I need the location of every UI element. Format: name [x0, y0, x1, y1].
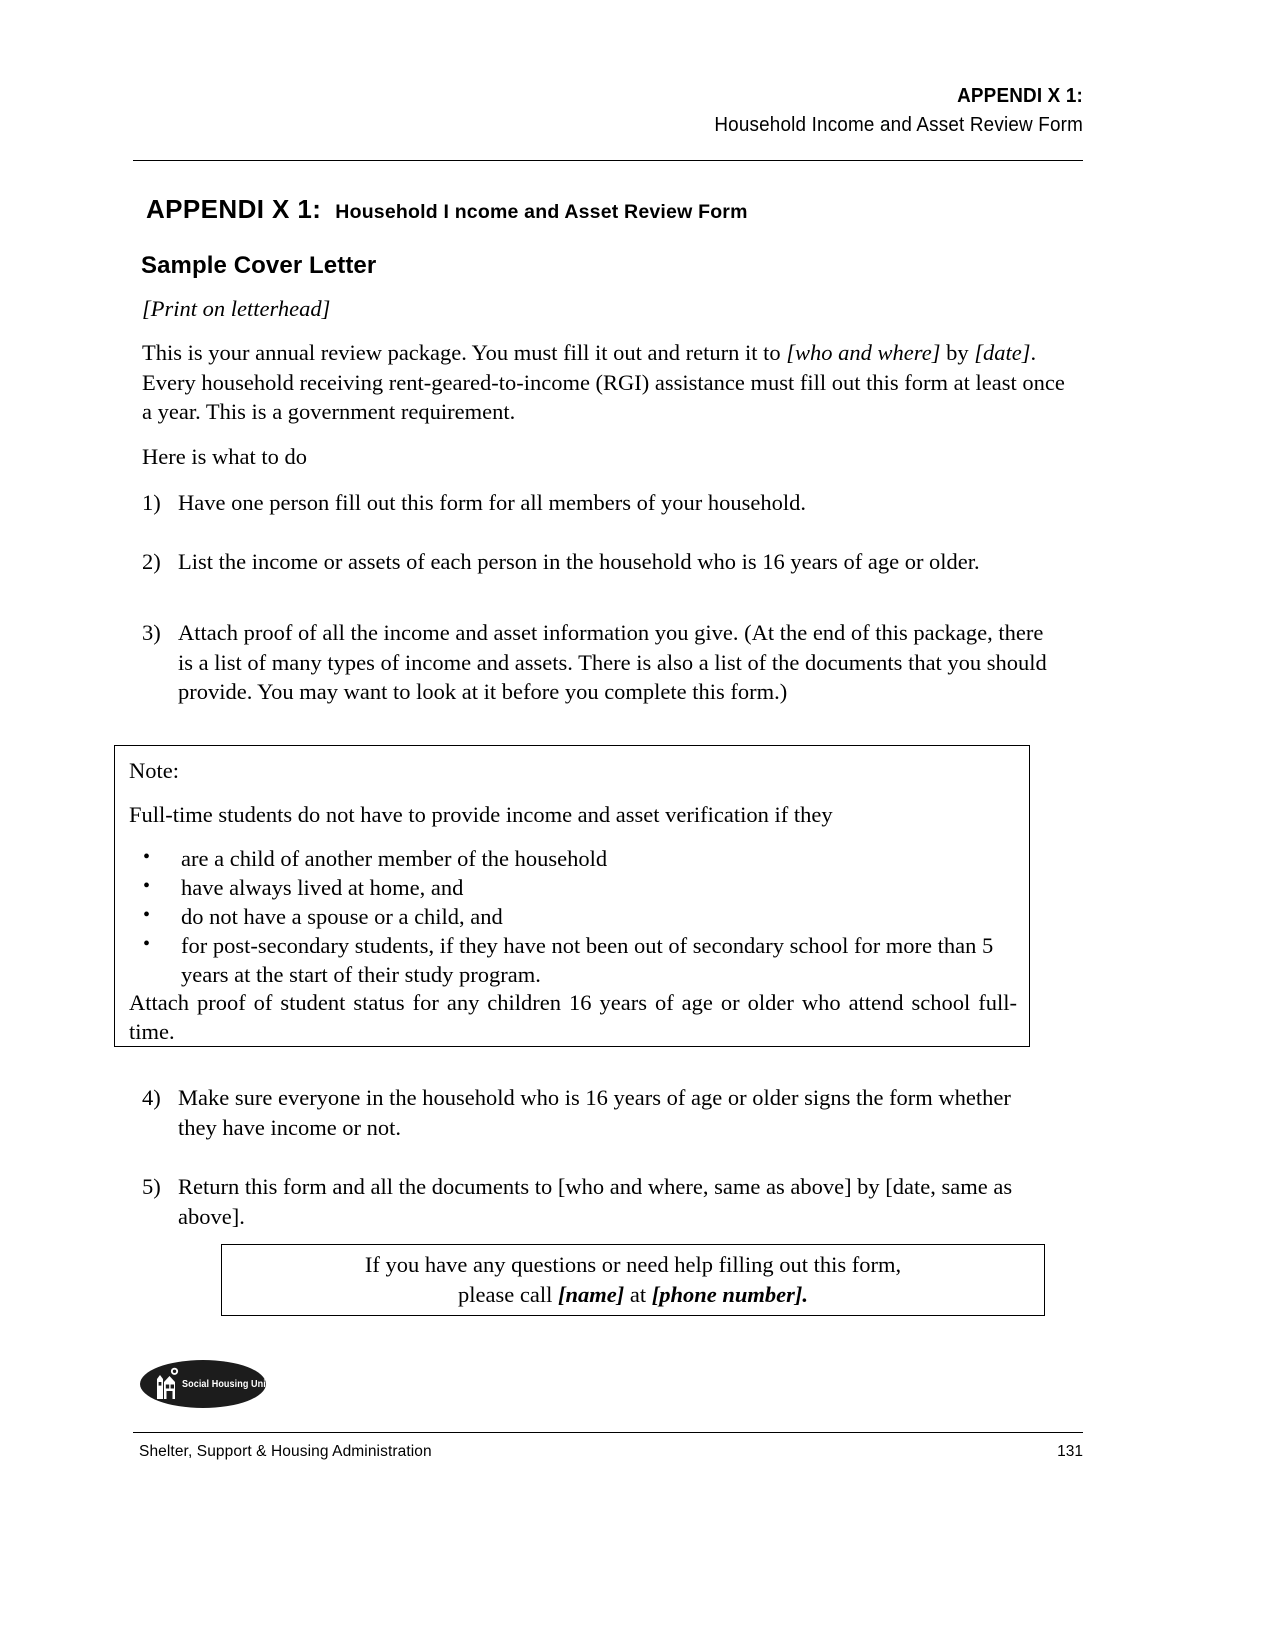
running-header	[133, 82, 1083, 139]
contact-placeholder-name: [name]	[557, 1282, 625, 1307]
list-item-marker: 4)	[142, 1085, 161, 1110]
footer-organization: Shelter, Support & Housing Administration	[139, 1443, 432, 1460]
note-box-content	[115, 746, 1029, 1046]
note-label: Note:	[129, 758, 179, 783]
list-item	[142, 618, 1057, 707]
logo-ellipse-background	[140, 1360, 269, 1408]
page-title	[146, 194, 748, 225]
logo-text: Social Housing Unit	[182, 1378, 269, 1390]
footer-page-number: 131	[1057, 1443, 1083, 1460]
list-item	[129, 931, 1019, 989]
intro-part-3: . Every household receiving rent-geared-to-income (RGI) assistance must fill out this form at least once a year. This is a government requirement.	[142, 340, 1065, 424]
bullet-icon: •	[143, 846, 151, 868]
note-tail-text: Attach proof of student status for any children 16 years of age or older who attend school full-time.	[129, 990, 1017, 1044]
list-item-text: are a child of another member of the household	[181, 846, 608, 871]
list-item-text: List the income or assets of each person in the household who is 16 years of age or older.	[178, 549, 980, 574]
contact-call-prefix: please call	[458, 1282, 558, 1307]
intro-part-1: This is your annual review package. You must fill it out and return it to	[142, 340, 787, 365]
list-item-text: for post-secondary students, if they have not been out of secondary school for more than 5 years at the start of their study program.	[181, 933, 994, 987]
list-item	[129, 873, 1019, 902]
list-item-marker: 2)	[142, 549, 161, 574]
list-item-text: Return this form and all the documents to [who and where, same as above] by [date, same as above].	[178, 1174, 1013, 1229]
running-header-appendix-label: APPENDI X 1:	[957, 84, 1083, 107]
contact-callout-box	[221, 1244, 1045, 1316]
list-item	[129, 902, 1019, 931]
list-item	[142, 1172, 1057, 1231]
appendix-title-label: APPENDI X 1:	[146, 194, 322, 224]
list-item	[129, 844, 1019, 873]
intro-placeholder-who-where: [who and where]	[786, 340, 941, 365]
header-divider-rule	[133, 160, 1083, 161]
instructions-lead-in: Here is what to do	[142, 444, 307, 469]
appendix-title-name: Household I ncome and Asset Review Form	[335, 201, 748, 223]
social-housing-unit-logo	[140, 1360, 269, 1408]
letterhead-instruction: [Print on letterhead]	[142, 296, 331, 321]
note-callout-box	[114, 745, 1030, 1047]
list-item	[142, 488, 1072, 518]
intro-part-2: by	[940, 340, 975, 365]
house-building-icon	[154, 1367, 180, 1401]
contact-line-2	[458, 1280, 808, 1310]
list-item-text: do not have a spouse or a child, and	[181, 904, 503, 929]
bullet-icon: •	[143, 904, 151, 926]
bullet-icon: •	[143, 933, 151, 955]
intro-paragraph	[142, 338, 1072, 427]
running-header-subtitle: Household Income and Asset Review Form	[714, 113, 1083, 137]
intro-placeholder-date: [date]	[974, 340, 1031, 365]
list-item-text: Have one person fill out this form for all members of your household.	[178, 490, 806, 515]
list-item	[142, 547, 1042, 577]
list-item-marker: 1)	[142, 490, 161, 515]
bullet-icon: •	[143, 875, 151, 897]
note-lead-text: Full-time students do not have to provide income and asset verification if they	[129, 802, 833, 827]
contact-call-middle: at	[624, 1282, 652, 1307]
list-item-marker: 3)	[142, 620, 161, 645]
list-item-text: Attach proof of all the income and asset information you give. (At the end of this package, there is a list of many types of income and assets. There is also a list of the documents that you should provide. You may want to look at it before you complete this form.)	[178, 620, 1047, 704]
note-bullet-list	[129, 844, 1019, 989]
list-item-text: have always lived at home, and	[181, 875, 464, 900]
list-item-text: Make sure everyone in the household who is 16 years of age or older signs the form whether they have income or not.	[178, 1085, 1011, 1140]
contact-placeholder-phone: [phone number].	[651, 1282, 808, 1307]
contact-line-1: If you have any questions or need help filling out this form,	[364, 1252, 902, 1277]
section-title: Sample Cover Letter	[141, 252, 377, 279]
list-item	[142, 1083, 1052, 1142]
footer-divider-rule	[133, 1432, 1083, 1433]
list-item-marker: 5)	[142, 1174, 161, 1199]
